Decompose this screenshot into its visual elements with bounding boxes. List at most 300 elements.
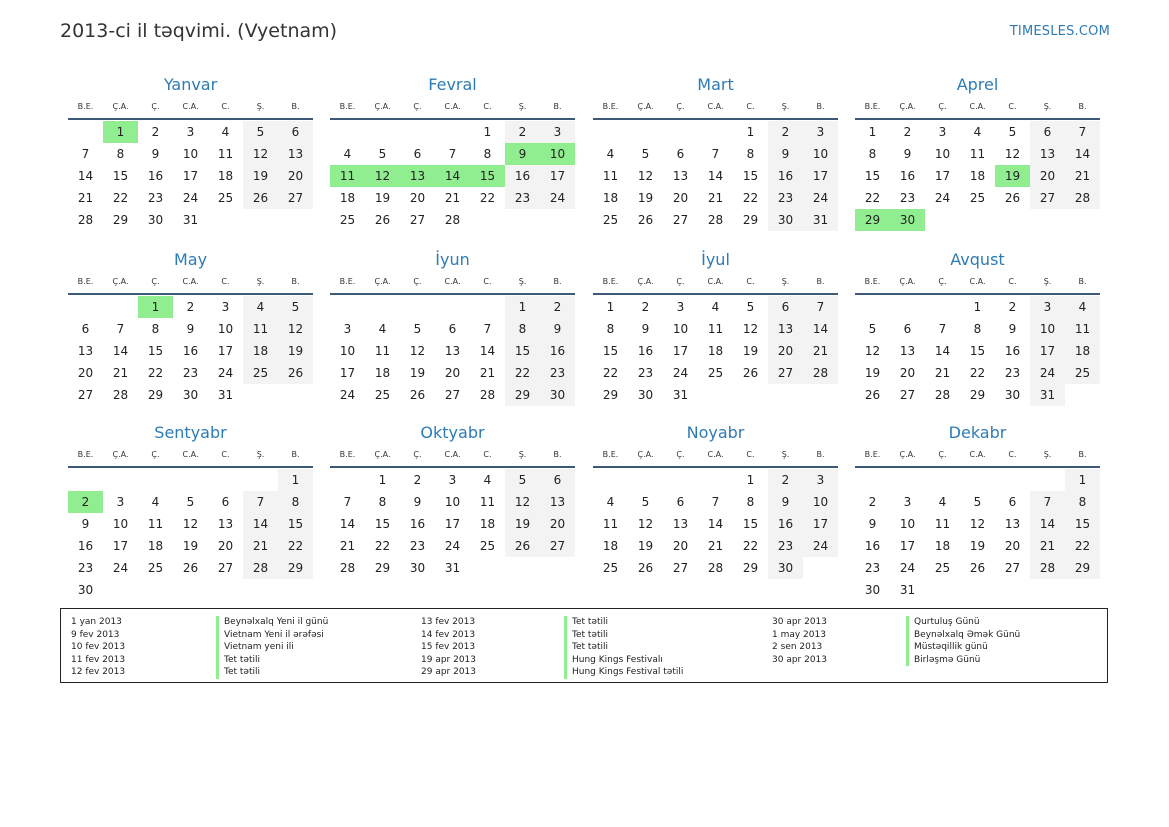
- day-cell: 1: [505, 296, 540, 318]
- empty-cell: [593, 121, 628, 143]
- holiday-day-cell: 29: [855, 209, 890, 231]
- day-cell: 8: [151, 322, 160, 336]
- month-1: [68, 73, 313, 231]
- weekday-label: B.E.: [339, 277, 356, 286]
- day-cell: 1: [973, 300, 982, 314]
- day-cell: 19: [505, 513, 540, 535]
- legend-date: 30 apr 2013: [772, 617, 828, 627]
- month-name: Aprel: [956, 75, 999, 94]
- day-cell: 8: [746, 147, 755, 161]
- weekday-label: Ç.A.: [374, 277, 391, 286]
- day-cell: 18: [374, 366, 391, 380]
- day-cell: 28: [444, 213, 461, 227]
- empty-cell: [68, 469, 103, 491]
- legend-holiday-name: Tet tətili: [564, 629, 683, 642]
- day-cell: 23: [1004, 366, 1021, 380]
- day-cell: 20: [444, 366, 461, 380]
- day-cell: 3: [903, 495, 912, 509]
- day-cell: 9: [868, 517, 877, 531]
- day-cell: 13: [1030, 143, 1065, 165]
- empty-cell: [663, 121, 698, 143]
- day-cell: 15: [112, 169, 129, 183]
- day-cell: 18: [479, 517, 496, 531]
- weekday-label: Ç.: [151, 277, 160, 286]
- empty-cell: [593, 469, 628, 491]
- day-cell: 13: [672, 169, 689, 183]
- day-cell: 31: [182, 213, 199, 227]
- legend-date: 12 fev 2013: [71, 667, 126, 677]
- empty-cell: [103, 469, 138, 491]
- weekday-label: B.: [816, 450, 825, 459]
- weekday-label: Ş.: [781, 102, 790, 111]
- weekday-label: Ş.: [1043, 277, 1052, 286]
- day-cell: 16: [768, 165, 803, 187]
- day-cell: 27: [672, 213, 689, 227]
- day-cell: 9: [1008, 322, 1017, 336]
- day-cell: 5: [186, 495, 195, 509]
- day-cell: 3: [803, 121, 838, 143]
- day-cell: 31: [444, 561, 461, 575]
- legend-date: 1 yan 2013: [71, 617, 122, 627]
- day-cell: 14: [112, 344, 129, 358]
- legend-holiday-name: Tet tətili: [216, 654, 328, 667]
- day-cell: 29: [278, 557, 313, 579]
- day-cell: 16: [864, 539, 881, 553]
- day-cell: 19: [374, 191, 391, 205]
- weekday-label: Ş.: [1043, 450, 1052, 459]
- day-cell: 17: [803, 513, 838, 535]
- day-cell: 2: [768, 469, 803, 491]
- legend-date: 29 apr 2013: [421, 667, 477, 677]
- day-cell: 28: [803, 362, 838, 384]
- day-cell: 10: [217, 322, 234, 336]
- legend-names-column: [216, 616, 328, 679]
- day-cell: 21: [112, 366, 129, 380]
- day-cell: 27: [1004, 561, 1021, 575]
- day-cell: 6: [768, 296, 803, 318]
- weekday-label: B.E.: [77, 102, 94, 111]
- day-cell: 7: [1030, 491, 1065, 513]
- day-cell: 17: [934, 169, 951, 183]
- day-cell: 19: [637, 191, 654, 205]
- day-cell: 16: [182, 344, 199, 358]
- month-5: [68, 248, 313, 406]
- day-cell: 17: [217, 344, 234, 358]
- day-cell: 11: [1065, 318, 1100, 340]
- day-cell: 17: [803, 165, 838, 187]
- weekday-label: B.E.: [864, 102, 881, 111]
- day-cell: 13: [768, 318, 803, 340]
- weekday-header: [855, 274, 1100, 295]
- day-cell: 25: [243, 362, 278, 384]
- weekday-label: B.E.: [77, 450, 94, 459]
- page-title: 2013-ci il təqvimi. (Vyetnam): [60, 20, 338, 42]
- day-cell: 18: [147, 539, 164, 553]
- day-cell: 1: [746, 473, 755, 487]
- day-cell: 26: [278, 362, 313, 384]
- weekday-label: B.: [291, 102, 300, 111]
- day-cell: 1: [483, 125, 492, 139]
- day-cell: 30: [864, 583, 881, 597]
- weekday-label: B.: [816, 277, 825, 286]
- weekday-label: Ç.A.: [112, 450, 129, 459]
- month-name: Dekabr: [948, 423, 1007, 442]
- day-cell: 25: [147, 561, 164, 575]
- day-cell: 5: [278, 296, 313, 318]
- weekday-label: B.: [553, 102, 562, 111]
- day-cell: 27: [672, 561, 689, 575]
- day-cell: 25: [479, 539, 496, 553]
- day-cell: 10: [1030, 318, 1065, 340]
- day-cell: 16: [768, 513, 803, 535]
- day-cell: 28: [339, 561, 356, 575]
- day-cell: 2: [1008, 300, 1017, 314]
- day-cell: 18: [707, 344, 724, 358]
- legend-holiday-name: Beynəlxalq Əmək Günü: [906, 629, 1020, 642]
- legend-holiday-name: Birləşmə Günü: [906, 654, 1020, 667]
- day-cell: 13: [278, 143, 313, 165]
- day-cell: 3: [116, 495, 125, 509]
- day-cell: 22: [864, 191, 881, 205]
- day-cell: 27: [77, 388, 94, 402]
- day-cell: 26: [505, 535, 540, 557]
- weekday-label: Ç.: [151, 450, 160, 459]
- legend-holiday-name: Tet tətili: [216, 666, 328, 679]
- day-cell: 4: [343, 147, 352, 161]
- weekday-label: Ş.: [256, 450, 265, 459]
- weekday-label: Ç.A.: [899, 277, 916, 286]
- day-cell: 29: [374, 561, 391, 575]
- empty-cell: [330, 469, 365, 491]
- day-cell: 9: [641, 322, 650, 336]
- brand-link[interactable]: TIMESLES.COM: [1009, 24, 1110, 39]
- day-cell: 8: [483, 147, 492, 161]
- weekday-label: Ş.: [518, 102, 527, 111]
- legend-names-column: [906, 616, 1020, 666]
- empty-cell: [890, 296, 925, 318]
- day-cell: 30: [147, 213, 164, 227]
- empty-cell: [435, 121, 470, 143]
- day-cell: 21: [707, 191, 724, 205]
- weekday-label: Ç.: [938, 102, 947, 111]
- day-cell: 6: [903, 322, 912, 336]
- day-cell: 21: [934, 366, 951, 380]
- day-cell: 23: [505, 187, 540, 209]
- month-name: Mart: [697, 75, 734, 94]
- day-cell: 11: [243, 318, 278, 340]
- month-name: İyun: [435, 250, 470, 269]
- empty-cell: [243, 469, 278, 491]
- day-cell: 4: [243, 296, 278, 318]
- weekday-header: [68, 447, 313, 468]
- day-cell: 29: [742, 213, 759, 227]
- day-cell: 26: [1004, 191, 1021, 205]
- day-cell: 23: [768, 535, 803, 557]
- weekday-label: C.A.: [444, 450, 461, 459]
- day-cell: 24: [444, 539, 461, 553]
- holiday-day-cell: 15: [470, 165, 505, 187]
- weekday-label: C.: [1008, 102, 1017, 111]
- day-cell: 5: [505, 469, 540, 491]
- day-cell: 20: [77, 366, 94, 380]
- weekday-label: C.: [221, 450, 230, 459]
- legend-date: 14 fev 2013: [421, 629, 476, 640]
- day-cell: 30: [768, 557, 803, 579]
- day-cell: 27: [540, 535, 575, 557]
- month-name: Oktyabr: [420, 423, 485, 442]
- day-cell: 7: [483, 322, 492, 336]
- day-cell: 9: [413, 495, 422, 509]
- day-cell: 18: [243, 340, 278, 362]
- day-cell: 6: [278, 121, 313, 143]
- day-cell: 5: [378, 147, 387, 161]
- empty-cell: [435, 296, 470, 318]
- day-cell: 22: [969, 366, 986, 380]
- day-cell: 18: [339, 191, 356, 205]
- day-cell: 17: [540, 165, 575, 187]
- weekday-label: C.: [746, 450, 755, 459]
- day-cell: 13: [672, 517, 689, 531]
- day-cell: 6: [1030, 121, 1065, 143]
- day-cell: 21: [803, 340, 838, 362]
- day-cell: 25: [707, 366, 724, 380]
- weekday-label: B.: [553, 450, 562, 459]
- day-cell: 9: [186, 322, 195, 336]
- day-cell: 31: [899, 583, 916, 597]
- day-cell: 15: [969, 344, 986, 358]
- empty-cell: [995, 469, 1030, 491]
- empty-cell: [925, 469, 960, 491]
- legend-holiday-name: Qurtuluş Günü: [906, 616, 1020, 629]
- day-cell: 26: [742, 366, 759, 380]
- day-cell: 19: [637, 539, 654, 553]
- weekday-label: C.: [746, 277, 755, 286]
- weekday-label: C.: [483, 277, 492, 286]
- day-cell: 10: [672, 322, 689, 336]
- day-cell: 11: [602, 169, 619, 183]
- legend-holiday-name: Vietnam yeni ili: [216, 641, 328, 654]
- weekday-label: B.: [1078, 277, 1087, 286]
- empty-cell: [400, 296, 435, 318]
- day-cell: 3: [221, 300, 230, 314]
- day-cell: 17: [182, 169, 199, 183]
- day-cell: 21: [243, 535, 278, 557]
- day-cell: 30: [540, 384, 575, 406]
- day-cell: 4: [483, 473, 492, 487]
- weekday-label: Ş.: [1043, 102, 1052, 111]
- day-cell: 9: [151, 147, 160, 161]
- day-cell: 10: [934, 147, 951, 161]
- day-cell: 11: [602, 517, 619, 531]
- day-cell: 12: [637, 169, 654, 183]
- weekday-header: [593, 99, 838, 120]
- weekday-header: [330, 99, 575, 120]
- empty-cell: [330, 296, 365, 318]
- day-cell: 1: [606, 300, 615, 314]
- empty-cell: [68, 121, 103, 143]
- day-cell: 29: [602, 388, 619, 402]
- empty-cell: [138, 469, 173, 491]
- day-cell: 5: [413, 322, 422, 336]
- weekday-label: B.: [1078, 102, 1087, 111]
- empty-cell: [103, 296, 138, 318]
- weekday-label: C.: [221, 102, 230, 111]
- day-cell: 12: [182, 517, 199, 531]
- day-cell: 7: [1065, 121, 1100, 143]
- weekday-label: B.E.: [602, 102, 619, 111]
- legend-holiday-name: Tet tətili: [564, 641, 683, 654]
- day-cell: 24: [672, 366, 689, 380]
- day-cell: 11: [707, 322, 724, 336]
- day-cell: 22: [479, 191, 496, 205]
- day-cell: 23: [768, 187, 803, 209]
- empty-cell: [925, 296, 960, 318]
- day-cell: 28: [934, 388, 951, 402]
- legend-holiday-name: Hung Kings Festivalı: [564, 654, 683, 667]
- day-cell: 13: [1004, 517, 1021, 531]
- day-cell: 6: [676, 495, 685, 509]
- day-cell: 1: [1065, 469, 1100, 491]
- day-cell: 16: [77, 539, 94, 553]
- day-cell: 4: [606, 147, 615, 161]
- day-cell: 8: [116, 147, 125, 161]
- day-cell: 5: [973, 495, 982, 509]
- day-cell: 25: [934, 561, 951, 575]
- day-cell: 13: [899, 344, 916, 358]
- day-cell: 13: [540, 491, 575, 513]
- day-cell: 19: [278, 340, 313, 362]
- day-cell: 22: [742, 191, 759, 205]
- day-cell: 5: [868, 322, 877, 336]
- day-cell: 15: [278, 513, 313, 535]
- day-cell: 1: [868, 125, 877, 139]
- day-cell: 27: [217, 561, 234, 575]
- day-cell: 3: [540, 121, 575, 143]
- weekday-label: C.A.: [969, 450, 986, 459]
- day-grid: [68, 121, 313, 231]
- weekday-label: B.: [1078, 450, 1087, 459]
- day-cell: 9: [81, 517, 90, 531]
- weekday-header: [593, 447, 838, 468]
- day-cell: 20: [672, 539, 689, 553]
- day-cell: 8: [378, 495, 387, 509]
- weekday-label: C.: [1008, 450, 1017, 459]
- day-cell: 22: [505, 362, 540, 384]
- day-cell: 7: [81, 147, 90, 161]
- day-cell: 6: [1008, 495, 1017, 509]
- day-cell: 7: [711, 147, 720, 161]
- holiday-day-cell: 19: [995, 165, 1030, 187]
- day-cell: 15: [374, 517, 391, 531]
- day-cell: 11: [969, 147, 986, 161]
- day-cell: 10: [112, 517, 129, 531]
- day-cell: 2: [903, 125, 912, 139]
- weekday-header: [68, 274, 313, 295]
- weekday-label: C.A.: [707, 450, 724, 459]
- day-cell: 17: [444, 517, 461, 531]
- day-cell: 6: [413, 147, 422, 161]
- month-name: Sentyabr: [154, 423, 227, 442]
- day-cell: 16: [147, 169, 164, 183]
- day-cell: 30: [182, 388, 199, 402]
- weekday-header: [855, 99, 1100, 120]
- weekday-label: C.A.: [969, 277, 986, 286]
- weekday-label: B.E.: [339, 450, 356, 459]
- day-cell: 21: [707, 539, 724, 553]
- day-cell: 1: [378, 473, 387, 487]
- day-cell: 29: [505, 384, 540, 406]
- month-name: May: [173, 250, 208, 269]
- day-cell: 25: [602, 213, 619, 227]
- day-cell: 2: [413, 473, 422, 487]
- day-cell: 28: [112, 388, 129, 402]
- day-cell: 7: [938, 322, 947, 336]
- day-cell: 18: [969, 169, 986, 183]
- day-cell: 3: [1030, 296, 1065, 318]
- month-7: [593, 248, 838, 406]
- day-cell: 21: [1030, 535, 1065, 557]
- legend-date: 15 fev 2013: [421, 642, 476, 652]
- day-cell: 29: [1065, 557, 1100, 579]
- day-grid: [330, 121, 575, 231]
- day-cell: 4: [973, 125, 982, 139]
- day-cell: 6: [221, 495, 230, 509]
- weekday-label: C.A.: [444, 277, 461, 286]
- empty-cell: [470, 296, 505, 318]
- holiday-day-cell: 9: [505, 143, 540, 165]
- month-name: İyul: [701, 250, 730, 269]
- day-cell: 28: [1030, 557, 1065, 579]
- holiday-day-cell: 14: [435, 165, 470, 187]
- legend-date: 1 may 2013: [772, 629, 826, 640]
- day-cell: 30: [768, 209, 803, 231]
- day-cell: 25: [374, 388, 391, 402]
- day-cell: 3: [803, 469, 838, 491]
- day-cell: 20: [1004, 539, 1021, 553]
- day-cell: 5: [641, 495, 650, 509]
- day-cell: 14: [934, 344, 951, 358]
- day-cell: 21: [339, 539, 356, 553]
- day-cell: 17: [672, 344, 689, 358]
- day-grid: [330, 469, 575, 579]
- day-cell: 24: [339, 388, 356, 402]
- day-cell: 6: [676, 147, 685, 161]
- day-cell: 27: [444, 388, 461, 402]
- weekday-label: Ç.: [676, 277, 685, 286]
- day-cell: 26: [864, 388, 881, 402]
- day-cell: 31: [672, 388, 689, 402]
- day-cell: 15: [742, 517, 759, 531]
- weekday-label: Ç.: [938, 450, 947, 459]
- weekday-label: C.A.: [707, 102, 724, 111]
- day-cell: 11: [217, 147, 234, 161]
- holiday-day-cell: 30: [890, 209, 925, 231]
- day-cell: 20: [672, 191, 689, 205]
- day-cell: 20: [768, 340, 803, 362]
- weekday-label: Ş.: [256, 102, 265, 111]
- month-2: [330, 73, 575, 231]
- day-cell: 27: [1030, 187, 1065, 209]
- day-cell: 4: [938, 495, 947, 509]
- day-cell: 5: [1008, 125, 1017, 139]
- legend-names-column: [564, 616, 683, 679]
- day-cell: 24: [540, 187, 575, 209]
- weekday-header: [330, 447, 575, 468]
- day-cell: 24: [803, 187, 838, 209]
- day-cell: 16: [1004, 344, 1021, 358]
- weekday-header: [593, 274, 838, 295]
- weekday-label: C.A.: [444, 102, 461, 111]
